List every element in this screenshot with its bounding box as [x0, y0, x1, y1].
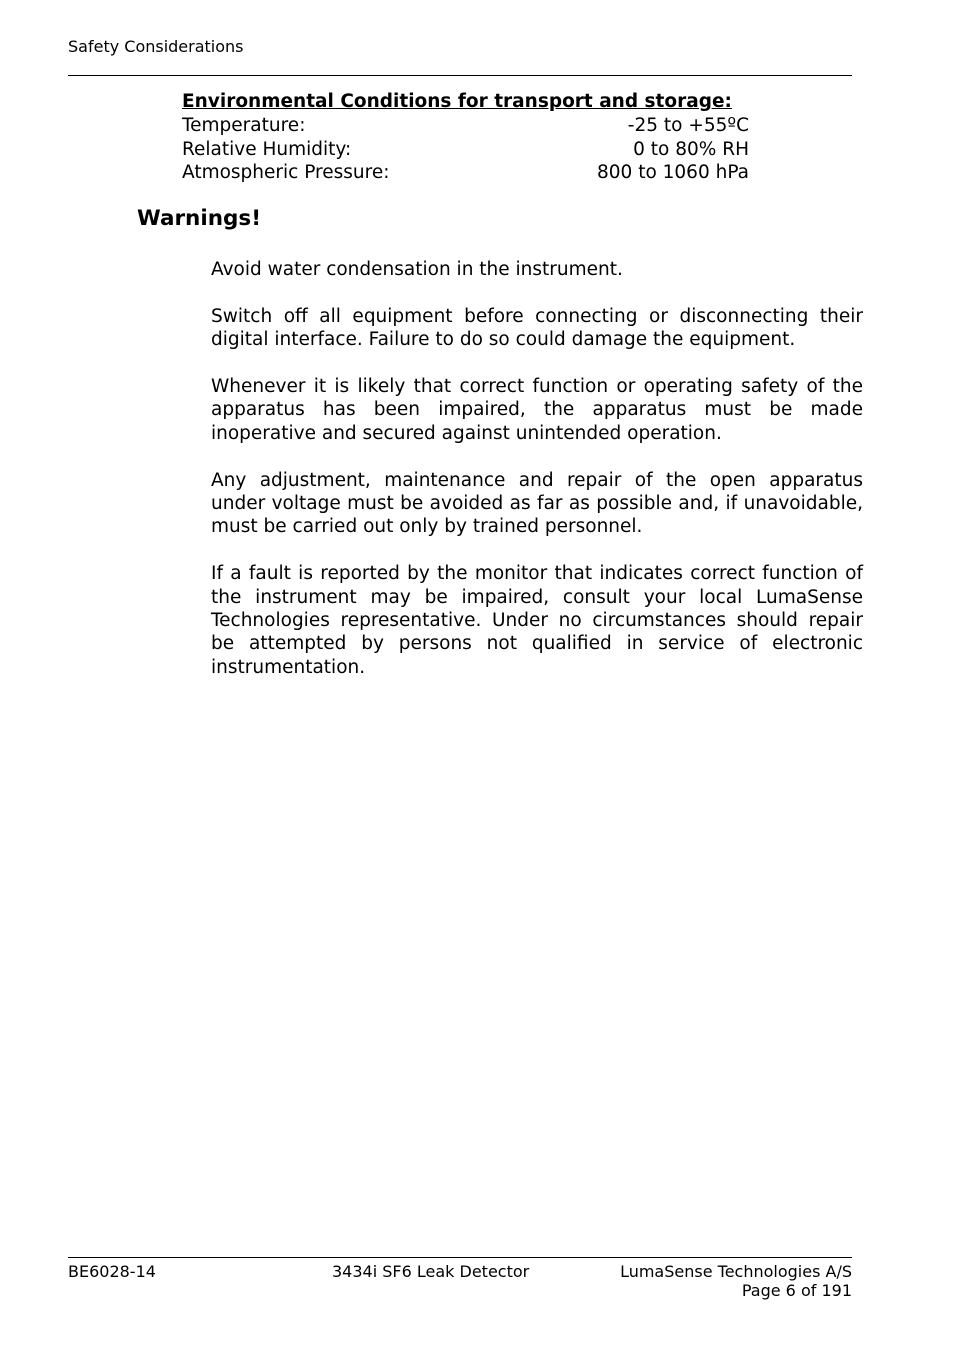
warnings-heading: Warnings! — [137, 206, 262, 231]
env-row-humidity — [182, 138, 749, 162]
product-name: 3434i SF6 Leak Detector — [332, 1262, 530, 1281]
doc-number: BE6028-14 — [68, 1262, 156, 1281]
company-name: LumaSense Technologies A/S — [620, 1262, 852, 1281]
warnings-body — [211, 258, 863, 703]
env-value: 800 to 1060 hPa — [597, 162, 749, 183]
header-rule — [68, 75, 852, 76]
env-label: Temperature: — [182, 115, 306, 136]
env-value: -25 to +55ºC — [627, 115, 749, 136]
page-header-title: Safety Considerations — [68, 37, 244, 56]
env-label: Atmospheric Pressure: — [182, 162, 390, 183]
page-footer — [68, 1262, 852, 1300]
warning-paragraph: If a fault is reported by the monitor that indicates correct function of the instrument may be impaired, consult your local LumaSense Technologies representative. Under no circumstances should repair be attempted by persons not qualified in service of electronic instrumentation. — [211, 563, 863, 678]
environmental-conditions — [182, 90, 749, 185]
warning-paragraph: Whenever it is likely that correct function or operating safety of the apparatus has been impaired, the apparatus must be made inoperative and secured against unintended operation. — [211, 376, 863, 444]
env-label: Relative Humidity: — [182, 138, 352, 160]
environmental-title: Environmental Conditions for transport and storage: — [182, 91, 732, 112]
warning-paragraph: Avoid water condensation in the instrument. — [211, 259, 623, 280]
env-row-temperature — [182, 114, 749, 138]
page-number: Page 6 of 191 — [741, 1281, 852, 1300]
env-value: 0 to 80% RH — [633, 138, 749, 160]
env-row-pressure — [182, 161, 749, 185]
footer-rule — [68, 1257, 852, 1258]
warning-paragraph: Any adjustment, maintenance and repair of the open apparatus under voltage must be avoided as far as possible and, if unavoidable, must be carried out only by trained personnel. — [211, 469, 863, 538]
warning-paragraph: Switch off all equipment before connecting or disconnecting their digital interface. Failure to do so could damage the equipment. — [211, 305, 863, 351]
